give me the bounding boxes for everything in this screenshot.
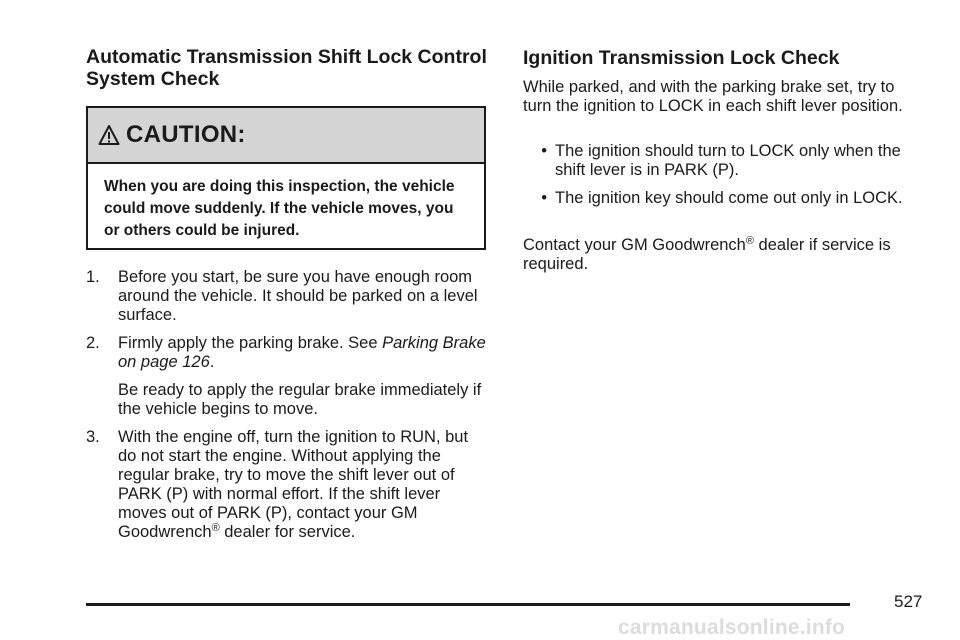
parking-brake-reference-link[interactable]: Parking Brake on page 126: [118, 334, 486, 371]
bullet-icon: •: [541, 142, 547, 160]
registered-mark: ®: [211, 522, 220, 534]
ignition-lock-heading: Ignition Transmission Lock Check: [523, 47, 840, 69]
step-number: 3.: [86, 428, 100, 446]
warning-triangle-icon: [98, 124, 120, 146]
step-body: [118, 428, 490, 542]
step-2: [86, 334, 490, 419]
outro-text-end: dealer if service is required.: [523, 236, 891, 273]
step-number: 1.: [86, 268, 100, 286]
step-note: Be ready to apply the regular brake immediately if the vehicle begins to move.: [118, 381, 482, 418]
ignition-bullets: [523, 142, 918, 217]
caution-title: CAUTION:: [126, 121, 246, 148]
step-3: [86, 428, 490, 542]
shift-lock-heading: Automatic Transmission Shift Lock Control System Check: [86, 46, 487, 90]
caution-header: [88, 108, 484, 164]
page-number: 527: [894, 592, 923, 611]
step-body: [118, 334, 490, 419]
bullet-text: The ignition should turn to LOCK only when the shift lever is in PARK (P).: [555, 142, 901, 179]
step-text-end: .: [209, 353, 215, 371]
bullet-icon: •: [541, 189, 547, 207]
footer-rule: [86, 603, 850, 606]
registered-mark: ®: [745, 235, 754, 247]
outro-text: Contact your GM Goodwrench: [523, 236, 746, 254]
step-text: Before you start, be sure you have enough room around the vehicle. It should be parked on a level surface.: [118, 268, 478, 324]
ignition-intro: While parked, and with the parking brake set, try to turn the ignition to LOCK in each shift lever position.: [523, 78, 903, 115]
step-text-end: dealer for service.: [219, 523, 356, 541]
bullet-item: [523, 142, 918, 180]
watermark: carmanualsonline.info: [618, 616, 846, 639]
step-text: Firmly apply the parking brake. See: [118, 334, 383, 352]
step-text: With the engine off, turn the ignition to RUN, but do not start the engine. Without applying the regular brake, try to move the shift lever out of PARK (P) with normal effort. If the shift lever moves out of PARK (P), contact your GM Goodwrench: [118, 428, 469, 541]
bullet-text: The ignition key should come out only in LOCK.: [555, 189, 903, 207]
step-number: 2.: [86, 334, 100, 352]
step-1: [86, 268, 490, 325]
inspection-steps: [86, 268, 490, 551]
dealer-contact-text: [523, 236, 918, 274]
caution-box: [86, 106, 486, 250]
caution-text: When you are doing this inspection, the vehicle could move suddenly. If the vehicle moves, you or others could be injured.: [104, 178, 455, 239]
bullet-item: [523, 189, 918, 208]
